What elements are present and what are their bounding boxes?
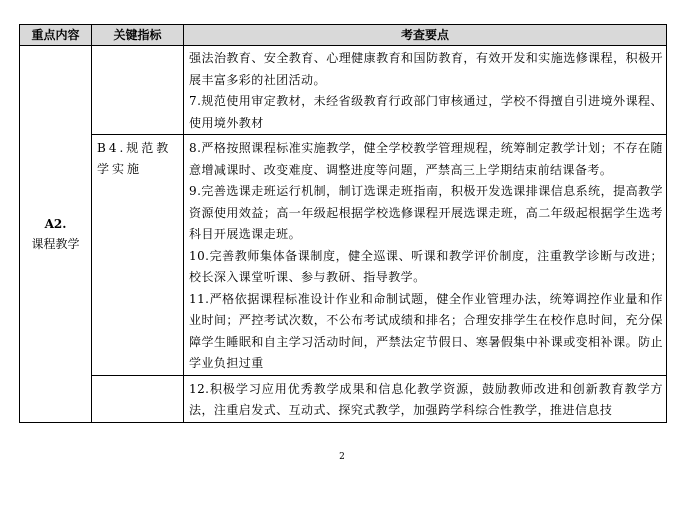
indicator-cell-empty-top (92, 46, 184, 135)
section-cell (20, 46, 92, 423)
header-key-indicator: 关键指标 (92, 25, 184, 46)
point-item-12: 12.积极学习应用优秀教学成果和信息化教学资源，鼓励教师改进和创新教育教学方法，注重启发式、互动式、探究式教学，加强跨学科综合性教学，推进信息技 (189, 381, 663, 417)
point-item-10: 10.完善教师集体备课制度，健全巡课、听课和教学评价制度，注重教学诊断与改进；校长深入课堂听课、参与教研、指导教学。 (189, 248, 663, 284)
indicator-b4 (92, 135, 184, 376)
header-assessment-points: 考查要点 (184, 25, 667, 46)
section-code: A2. (44, 216, 67, 231)
assessment-table (19, 24, 667, 423)
points-cell-b4 (184, 135, 667, 376)
points-cell-top (184, 46, 667, 135)
point-item-9: 9.完善选课走班运行机制，制订选课走班指南，积极开发选课排课信息系统，提高教学资源使用效益；高一年级起根据学校选修课程开展选课走班，高二年级起根据学生选考科目开展选课走班。 (189, 184, 663, 241)
table-row (20, 135, 667, 376)
indicator-b4-label: B4.规范教学实施 (97, 141, 172, 176)
section-name: 课程教学 (31, 236, 80, 251)
points-text-top: 强法治教育、安全教育、心理健康教育和国防教育，有效开发和实施选修课程，积极开展丰富多彩的社团活动。 7.规范使用审定教材，未经省级教育行政部门审核通过，学校不得擅自引进境外课程、使用境外教材 (189, 51, 663, 130)
header-focus-content: 重点内容 (20, 25, 92, 46)
point-item-11: 11.严格依据课程标准设计作业和命制试题，健全作业管理办法，统筹调控作业量和作业时间；严控考试次数，不公布考试成绩和排名；合理安排学生在校作息时间，充分保障学生睡眠和自主学习活动时间，严禁法定节假日、寒暑假集中补课或变相补课。防止学业负担过重 (189, 291, 663, 370)
table-header-row (20, 25, 667, 46)
indicator-cell-empty-bottom (92, 375, 184, 422)
table-row (20, 46, 667, 135)
points-cell-bottom (184, 375, 667, 422)
table-row (20, 375, 667, 422)
point-item-8: 8.严格按照课程标准实施教学，健全学校教学管理规程，统筹制定教学计划；不存在随意增减课时、改变难度、调整进度等问题，严禁高三上学期结束前结课备考。 (189, 141, 663, 177)
page-number: 2 (339, 452, 345, 462)
